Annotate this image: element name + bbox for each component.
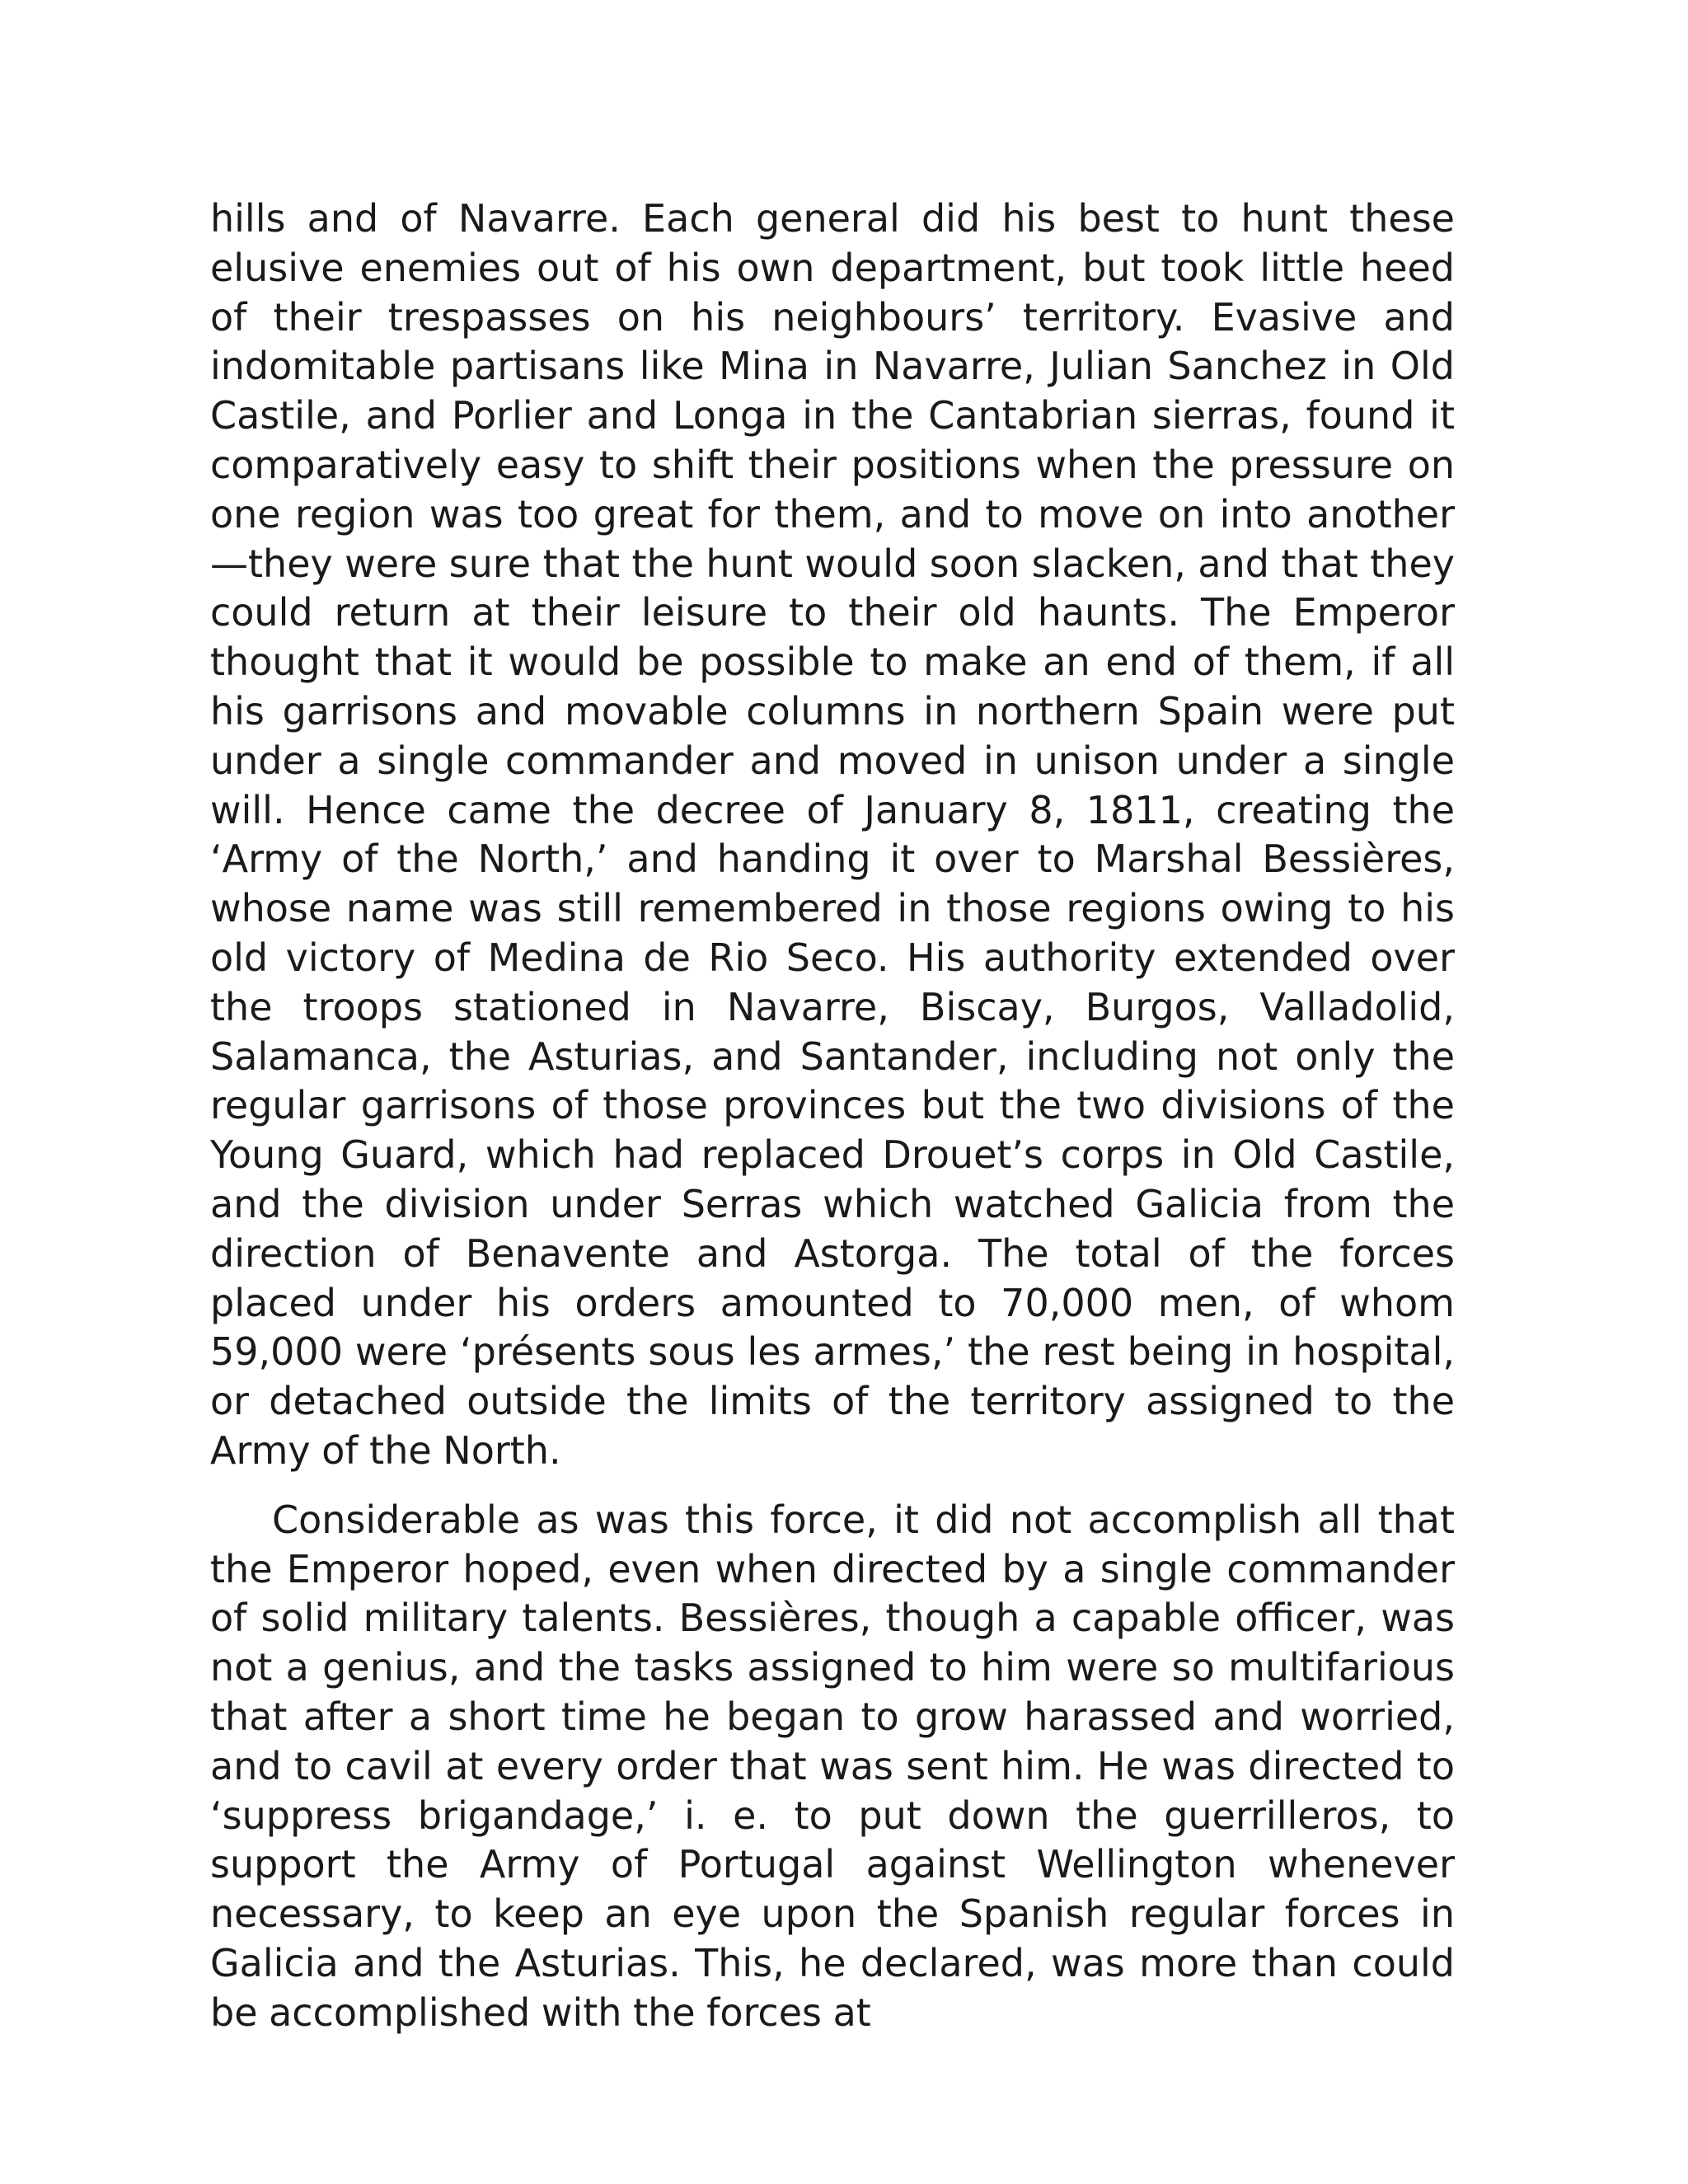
paragraph-1: hills and of Navarre. Each general did his best to hunt these elusive enemies out of his own department, but took little heed of their trespasses on his neighbours’ territory. Evasive and indomitable partisans like Mina in Navarre, Julian Sanchez in Old Castile, and Porlier and Longa in the Cantabrian sierras, found it comparatively easy to shift their positions when the pressure on one region was too great for them, and to move on into another—they were sure that the hunt would soon slacken, and that they could return at their leisure to their old haunts. The Emperor thought that it would be possible to make an end of them, if all his garrisons and movable columns in northern Spain were put under a single commander and moved in unison under a single will. Hence came the decree of January 8, 1811, creating the ‘Army of the North,’ and handing it over to Marshal Bessières, whose name was still remembered in those regions owing to his old victory of Medina de Rio Seco. His authority extended over the troops stationed in Navarre, Biscay, Burgos, Valladolid, Salamanca, the Asturias, and Santander, including not only the regular garrisons of those provinces but the two divisions of the Young Guard, which had replaced Drouet’s corps in Old Castile, and the division under Serras which watched Galicia from the direction of Benavente and Astorga. The total of the forces placed under his orders amounted to 70,000 men, of whom 59,000 were ‘présents sous les armes,’ the rest being in hospital, or detached outside the limits of the territory assigned to the Army of the North. <box>210 196 1455 1473</box>
page-body <box>210 194 1455 2037</box>
paragraph-2: Considerable as was this force, it did not accomplish all that the Emperor hoped, even when directed by a single commander of solid military talents. Bessières, though a capable officer, was not a genius, and the tasks assigned to him were so multifarious that after a short time he began to grow harassed and worried, and to cavil at every order that was sent him. He was directed to ‘suppress brigandage,’ i. e. to put down the guerrilleros, to support the Army of Portugal against Wellington whenever necessary, to keep an eye upon the Spanish regular forces in Galicia and the Asturias. This, he declared, was more than could be accomplished with the forces at <box>210 1497 1455 2035</box>
